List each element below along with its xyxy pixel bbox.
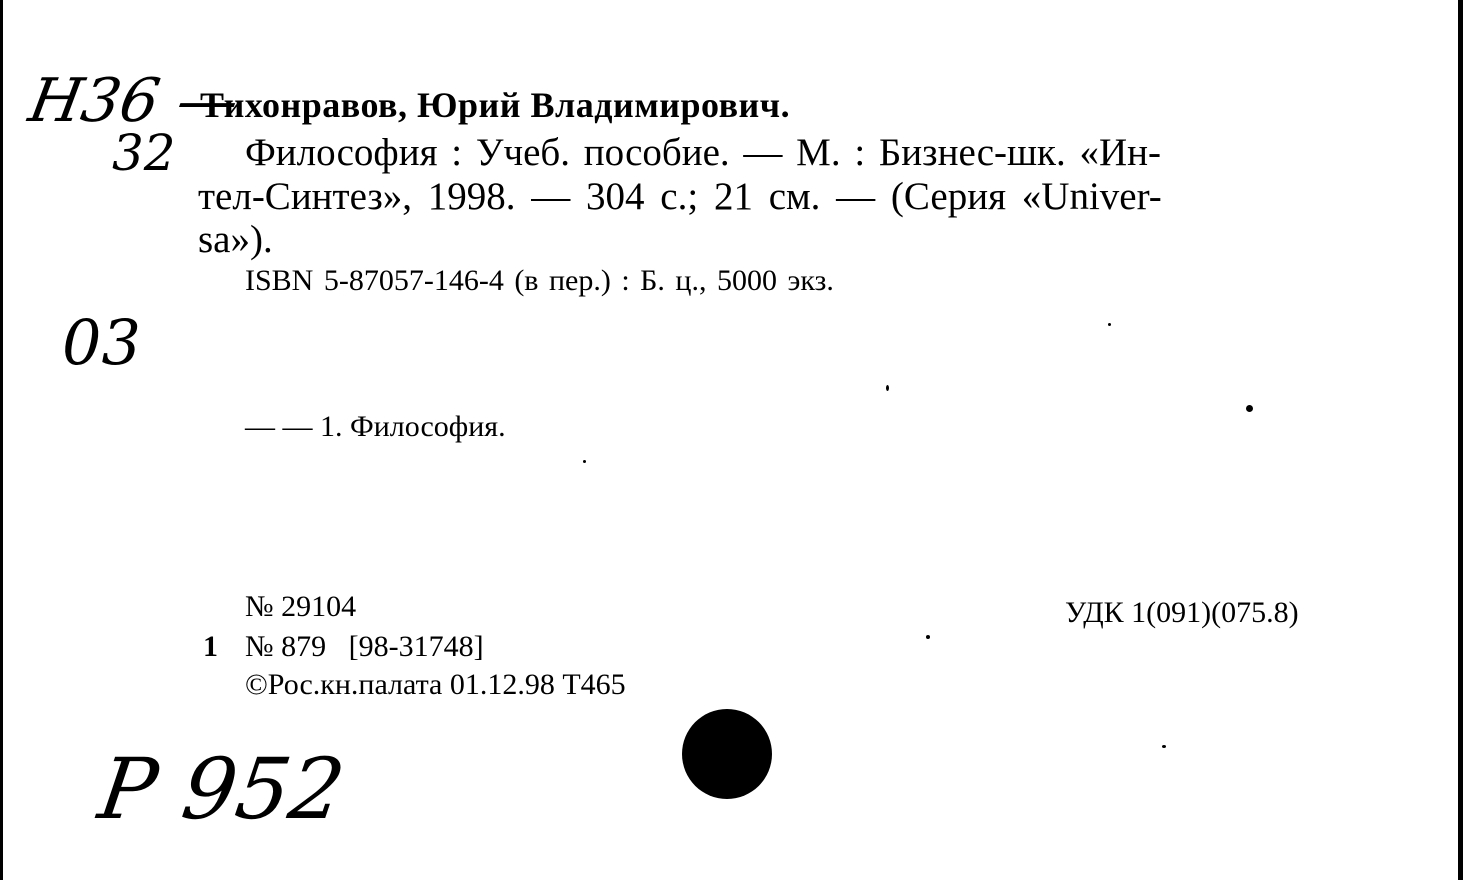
scan-speck [1246,405,1253,412]
scan-speck [583,460,586,463]
scan-speck [926,635,930,639]
title-line-3: sa»). [198,218,273,261]
scan-speck [1162,745,1166,748]
handwritten-inventory: Р 952 [93,740,351,838]
card-right-edge [1458,0,1463,880]
record-number-2: № 879 [98-31748] [245,630,484,663]
scan-speck [886,385,889,391]
copyright-line: ©Рос.кн.палата 01.12.98 Т465 [245,668,626,701]
card-left-edge [0,0,3,880]
punch-hole [682,709,772,799]
record-number-1: № 29104 [245,590,357,623]
title-line-2: тел-Синтез», 1998. — 304 с.; 21 см. — (Серия «Univer- [198,175,1162,218]
title-line-1: Философия : Учеб. пособие. — М. : Бизнес-шк. «Ин- [245,131,1162,174]
scan-speck [1108,323,1111,326]
handwritten-shelfmark-sub: 32 [112,124,176,182]
udc-code: УДК 1(091)(075.8) [1065,596,1299,629]
isbn-line: ISBN 5-87057-146-4 (в пер.) : Б. ц., 5000 экз. [245,264,834,297]
subject-heading: — — 1. Философия. [245,410,506,443]
handwritten-code: 03 [62,306,141,379]
copy-marker: 1 [203,630,218,663]
author-heading: Тихонравов, Юрий Владимирович. [200,85,791,125]
handwritten-shelfmark: Н36 — [23,66,244,136]
